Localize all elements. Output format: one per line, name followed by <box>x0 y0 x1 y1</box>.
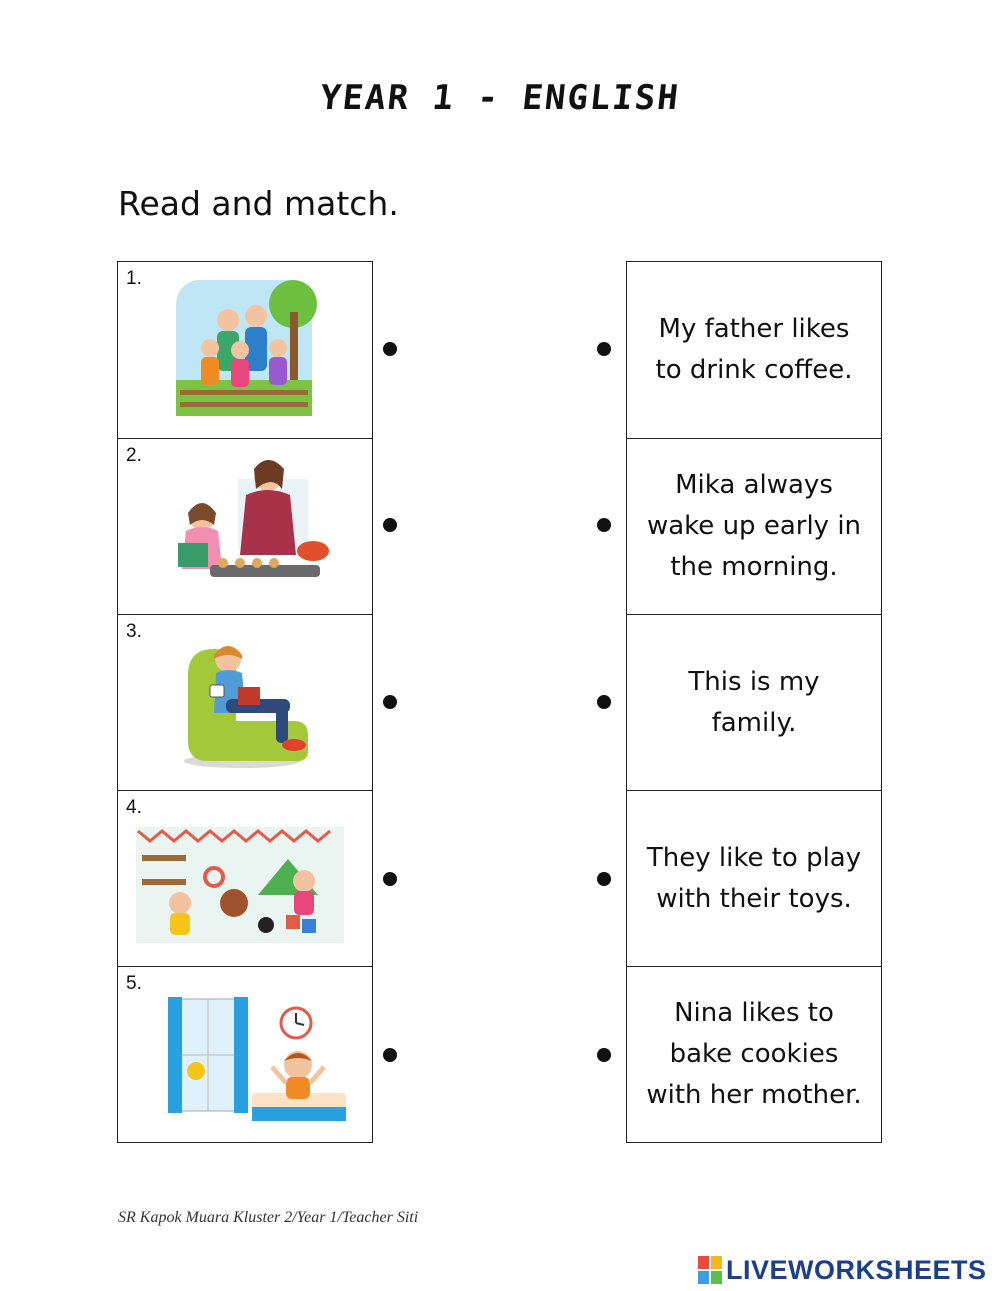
left-match-dot-3[interactable] <box>383 695 397 709</box>
picture-column <box>117 261 373 1143</box>
sentence-line: Mika always <box>675 470 833 500</box>
right-match-dot-1[interactable] <box>597 342 611 356</box>
sentence-line: with their toys. <box>656 883 852 914</box>
liveworksheets-logo[interactable] <box>698 1253 987 1287</box>
picture-cell-5 <box>118 966 372 1142</box>
sentence-line: They like to play <box>646 842 862 873</box>
sentence-cell-4 <box>627 790 881 966</box>
sentence-line: My father likes <box>658 314 850 344</box>
left-match-dot-5[interactable] <box>383 1048 397 1062</box>
worksheet-title: YEAR 1 - ENGLISH <box>318 78 682 118</box>
right-match-dot-3[interactable] <box>597 695 611 709</box>
sentence-column <box>626 261 882 1143</box>
sentence-line: the morning. <box>670 552 838 582</box>
sentence-cell-5 <box>627 966 881 1142</box>
sentence-line: bake cookies <box>669 1039 839 1069</box>
baking-cookies-picture <box>118 439 372 614</box>
left-match-dot-4[interactable] <box>383 872 397 886</box>
picture-cell-4 <box>118 790 372 966</box>
footer-credit: SR Kapok Muara Kluster 2/Year 1/Teacher Siti <box>118 1209 419 1226</box>
sentence-line: to drink coffee. <box>655 355 853 385</box>
left-match-dot-1[interactable] <box>383 342 397 356</box>
sentence-cell-3 <box>627 614 881 790</box>
item-number: 2. <box>126 445 142 466</box>
instruction-text: Read and match. <box>118 184 399 223</box>
sentence-line: with her mother. <box>646 1080 862 1110</box>
sentence-line: family. <box>711 707 797 738</box>
family-portrait-picture <box>118 262 372 438</box>
item-number: 1. <box>126 268 142 289</box>
picture-cell-2 <box>118 438 372 614</box>
sentence-cell-2 <box>627 438 881 614</box>
left-match-dot-2[interactable] <box>383 518 397 532</box>
right-match-dot-5[interactable] <box>597 1048 611 1062</box>
father-drinking-coffee-picture <box>118 615 372 790</box>
child-waking-up-picture <box>118 967 372 1142</box>
sentence-line: This is my <box>688 666 820 697</box>
liveworksheets-icon <box>698 1256 722 1284</box>
sentence-line: Nina likes to <box>674 998 834 1028</box>
sentence-cell-1 <box>627 262 881 438</box>
item-number: 5. <box>126 973 142 994</box>
sentence-line: wake up early in <box>646 511 862 541</box>
brand-name: LIVEWORKSHEETS <box>726 1254 987 1285</box>
children-playing-toys-picture <box>118 791 372 966</box>
item-number: 3. <box>126 621 142 642</box>
right-match-dot-4[interactable] <box>597 872 611 886</box>
item-number: 4. <box>126 797 142 818</box>
picture-cell-1 <box>118 262 372 438</box>
picture-cell-3 <box>118 614 372 790</box>
right-match-dot-2[interactable] <box>597 518 611 532</box>
